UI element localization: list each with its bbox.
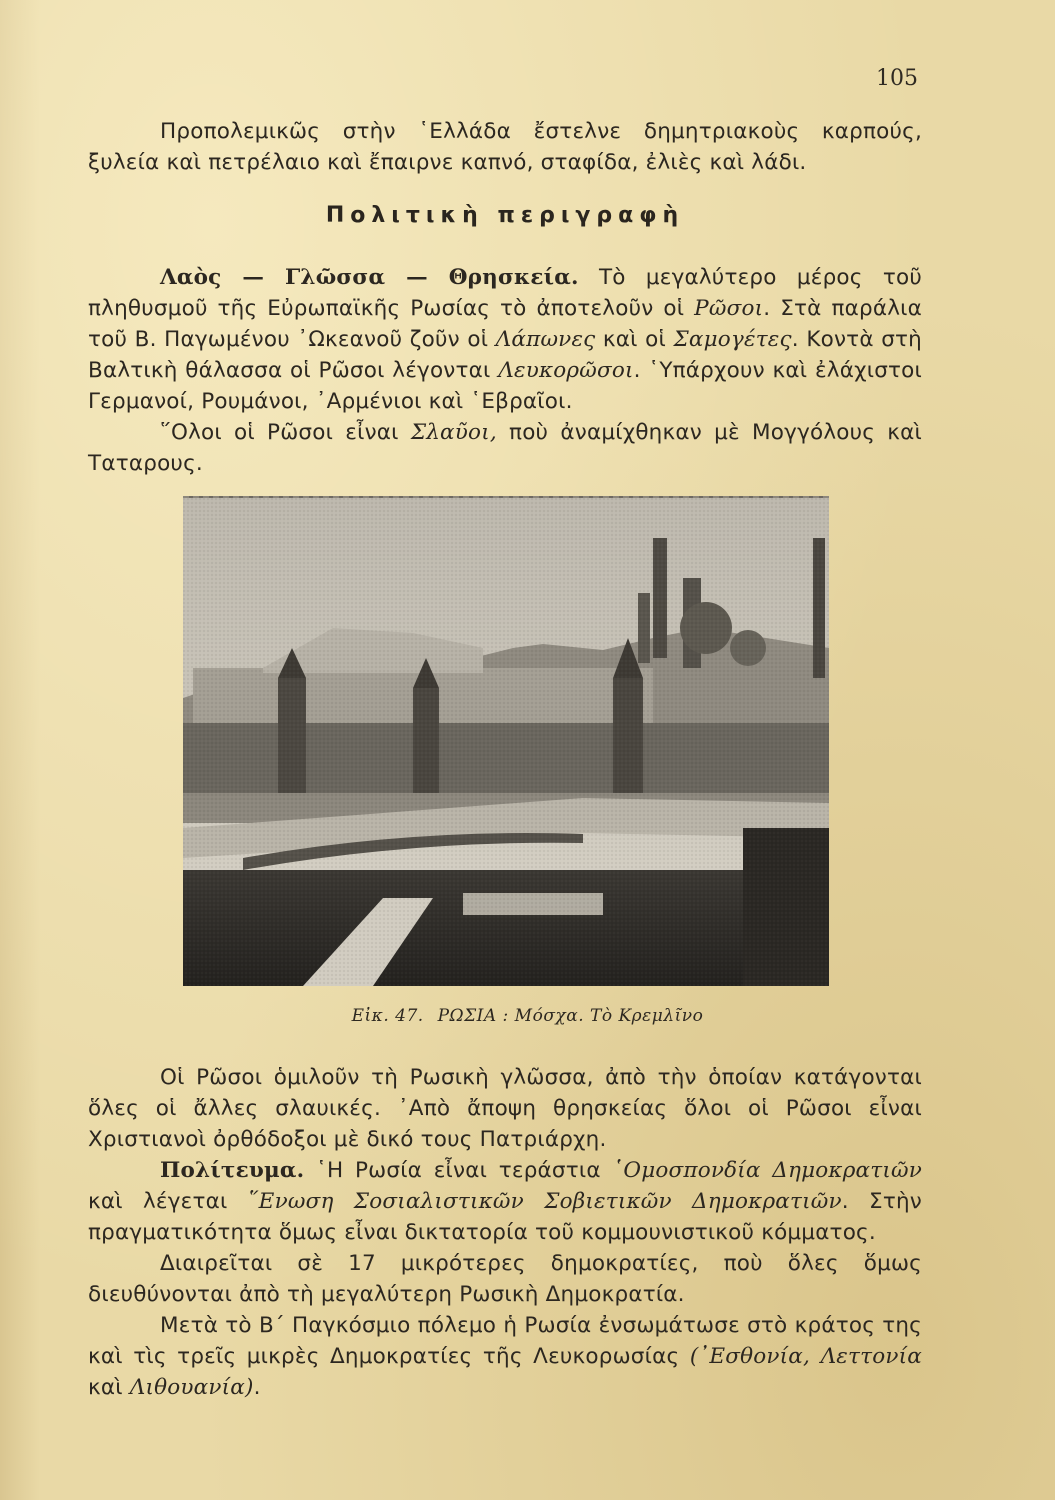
people-lapps: Λάπωνες [495, 327, 596, 352]
language-paragraph: Οἱ Ρῶσοι ὁμιλοῦν τὴ Ρωσικὴ γλῶσσα, ἀπὸ τὴν ὁποίαν κατάγονται ὅλες οἱ ἄλλες σλαυικές. ᾿Απὸ ἄποψη θρησκείας ὅλοι οἱ Ρῶσοι εἶναι Χριστιανοὶ ὀρθόδοξοι μὲ δικό τους Πατριάρχη. [88, 1065, 922, 1152]
intro-paragraph [88, 116, 922, 178]
slavs-text-2: ποὺ ἀναμίχθηκαν μὲ Μογγόλους καὶ Ταταρους. [88, 420, 922, 476]
postwar-text-2: καὶ [88, 1375, 130, 1400]
kremlin-photo [183, 496, 829, 986]
postwar-lithuania: Λιθουανία) [129, 1375, 254, 1400]
slavs-term: Σλαῦοι, [410, 420, 497, 445]
people-russians: Ρῶσοι [694, 296, 764, 321]
slavs-paragraph [88, 417, 922, 479]
postwar-paragraph [88, 1310, 922, 1403]
trade-paragraph: Προπολεμικῶς στὴν ῾Ελλάδα ἔστελνε δημητριακοὺς καρπούς, ξυλεία καὶ πετρέλαιο καὶ ἔπαιρνε καπνό, σταφίδα, ἐλιὲς καὶ λάδι. [88, 119, 922, 175]
postwar-text-3: . [253, 1375, 261, 1400]
people-belarusians: Λευκορῶσοι [498, 358, 634, 383]
people-text-3: καὶ οἱ [595, 327, 674, 352]
postwar-text-1: Μετὰ τὸ Β΄ Παγκόσμιο πόλεμο ἡ Ρωσία ἐνσωμάτωσε στὸ κράτος της καὶ τὶς τρεῖς μικρὲς Δημοκρατίες τῆς Λευκορωσίας [88, 1313, 922, 1369]
people-text-1: Τὸ μεγαλύτερο μέρος τοῦ πληθυσμοῦ τῆς Εὐρωπαϊκῆς Ρωσίας τὸ ἀποτελοῦν οἱ [88, 265, 922, 321]
people-text-4: . Κοντὰ στὴ Βαλτικὴ θάλασσα οἱ Ρῶσοι λέγονται [88, 327, 922, 383]
polity-text-1: ῾Η Ρωσία εἶναι τεράστια [304, 1158, 613, 1183]
polity-label: Πολίτευμα. [160, 1158, 305, 1183]
figure-caption-text: ΡΩΣΙΑ : Μόσχα. Τὸ Κρεμλῖνο [437, 1006, 704, 1026]
people-label: Λαὸς — Γλῶσσα — Θρησκεία. [160, 265, 579, 290]
divisions-paragraph: Διαιρεῖται σὲ 17 μικρότερες δημοκρατίες, ποὺ ὅλες ὅμως διευθύνονται ἀπὸ τὴ μεγαλύτερη Ρωσικὴ Δημοκρατία. [88, 1251, 922, 1307]
polity-paragraph [88, 1155, 922, 1248]
people-text-5: . ῾Υπάρχουν καὶ ἐλάχιστοι Γερμανοί, Ρουμάνοι, ᾿Αρμένιοι καὶ ῾Εβραῖοι. [88, 358, 922, 414]
kremlin-photo-illustration [183, 498, 829, 986]
figure-caption [0, 1006, 1055, 1026]
slavs-text-1: ῞Ολοι οἱ Ρῶσοι εἶναι [160, 420, 411, 445]
people-samoyeds: Σαμογέτες [673, 327, 792, 352]
people-paragraph [88, 262, 922, 417]
polity-text-2: καὶ λέγεται [88, 1189, 248, 1214]
language-polity-section [88, 1062, 922, 1403]
polity-text-3: . Στὴν πραγματικότητα ὅμως εἶναι δικτατορία τοῦ κομμουνιστικοῦ κόμματος. [88, 1189, 922, 1245]
figure-number: Εἰκ. 47. [351, 1006, 424, 1026]
people-text-2: . Στὰ παράλια τοῦ Β. Παγωμένου ᾿Ωκεανοῦ ζοῦν οἱ [88, 296, 922, 352]
photo-grain [183, 498, 829, 986]
people-section [88, 262, 922, 479]
postwar-estonia-latvia: (᾿Εσθονία, Λεττονία [689, 1344, 922, 1369]
page-number: 105 [876, 66, 918, 91]
section-heading: Πολιτικὴ περιγραφὴ [325, 203, 685, 228]
polity-ussr: ῞Ενωση Σοσιαλιστικῶν Σοβιετικῶν Δημοκρατιῶν [247, 1189, 842, 1214]
polity-federation: ῾Ομοσπονδία Δημοκρατιῶν [612, 1158, 923, 1183]
